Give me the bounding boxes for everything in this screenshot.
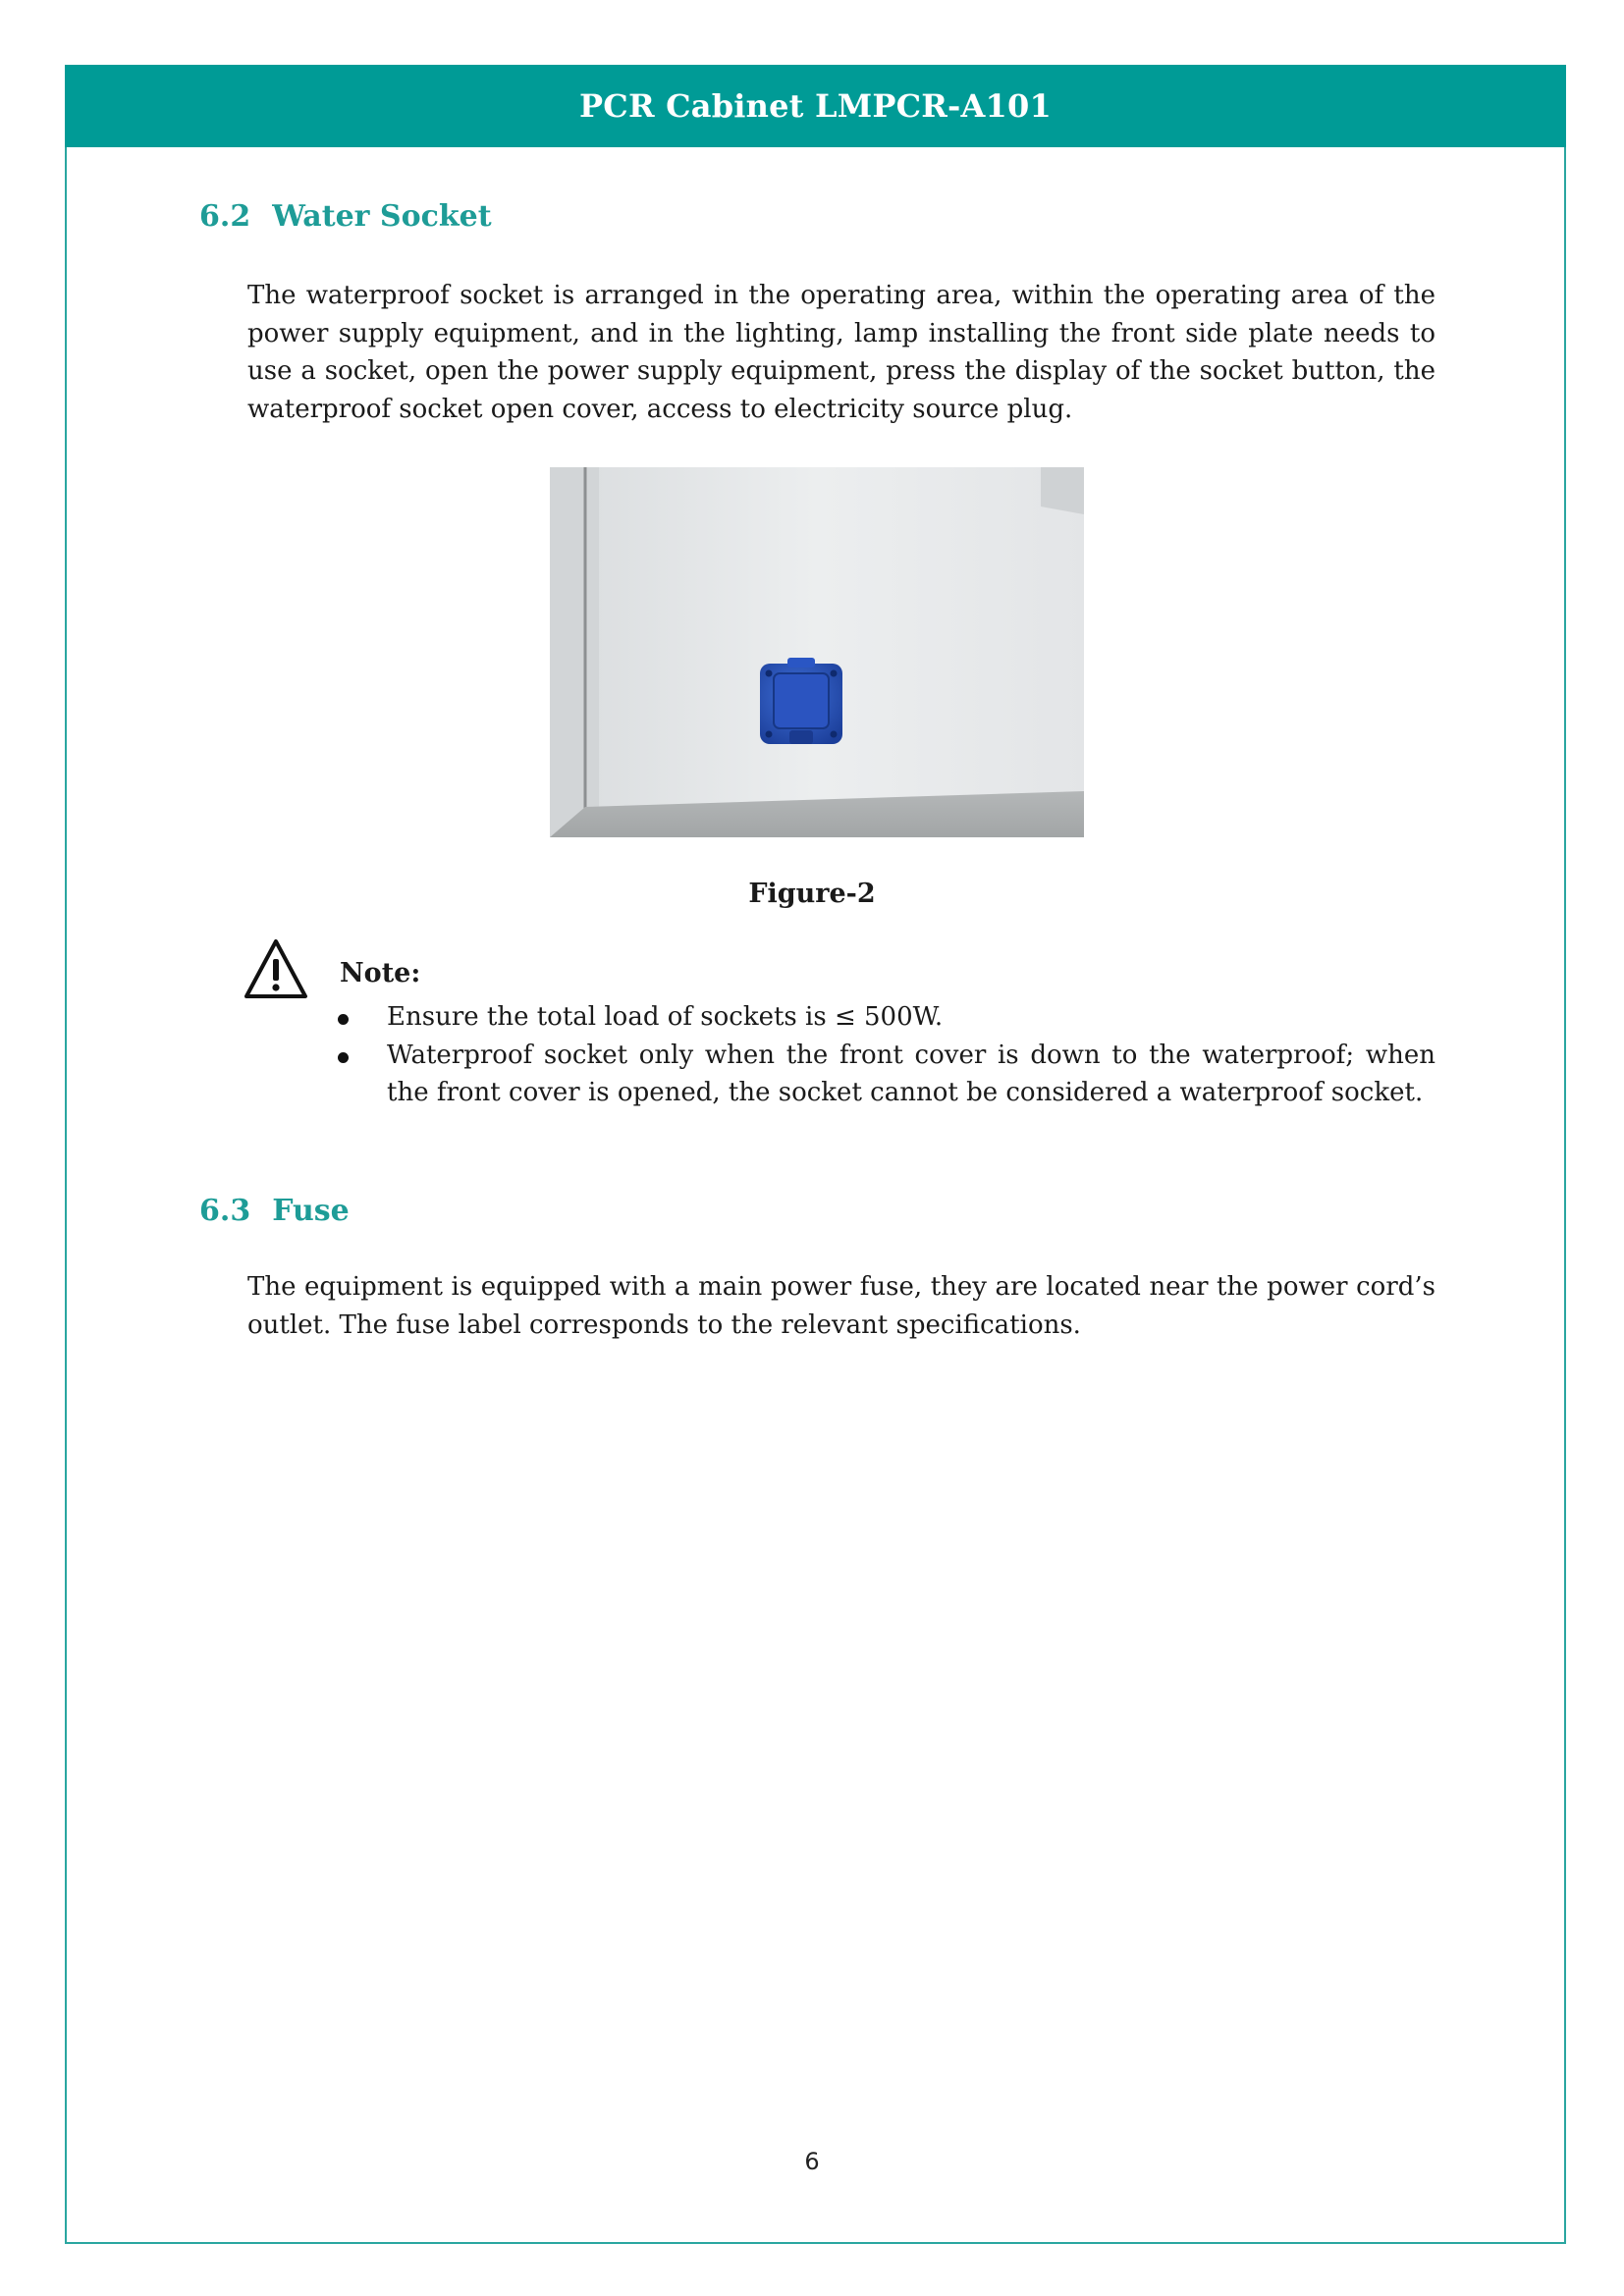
section-title: Fuse — [272, 1194, 350, 1228]
warning-triangle-icon — [244, 937, 308, 1002]
section-heading-fuse — [199, 1194, 350, 1228]
document-header — [65, 65, 1566, 147]
bullet-icon — [338, 1014, 349, 1025]
section-title: Water Socket — [272, 199, 492, 234]
note-item-text: Ensure the total load of sockets is ≤ 500W. — [387, 1002, 944, 1032]
page-number: 6 — [804, 2148, 820, 2175]
note-item — [334, 998, 1435, 1037]
section-number: 6.3 — [199, 1194, 251, 1228]
note-label: Note: — [340, 958, 421, 988]
bullet-icon — [338, 1052, 349, 1063]
section-heading-water-socket — [199, 199, 492, 234]
figure-caption: Figure-2 — [748, 879, 876, 909]
note-item-text: Waterproof socket only when the front cover is down to the waterproof; when the front cover is opened, the socket cannot be considered a waterproof socket. — [387, 1040, 1435, 1107]
fuse-paragraph: The equipment is equipped with a main power fuse, they are located near the power cord’s outlet. The fuse label corresponds to the relevant specifications. — [247, 1272, 1435, 1340]
figure-2-photo — [550, 467, 1084, 837]
note-item — [334, 1037, 1435, 1112]
note-list — [334, 998, 1435, 1112]
water-socket-paragraph: The waterproof socket is arranged in the operating area, within the operating area of the power supply equipment, and in the lighting, lamp installing the front side plate needs to use a socket, open the power supply equipment, press the display of the socket button, the waterproof socket open cover, access to electricity source plug. — [247, 281, 1435, 424]
document-title: PCR Cabinet LMPCR-A101 — [579, 87, 1052, 125]
section-number: 6.2 — [199, 199, 251, 234]
socket-photo-illustration — [550, 467, 1084, 837]
